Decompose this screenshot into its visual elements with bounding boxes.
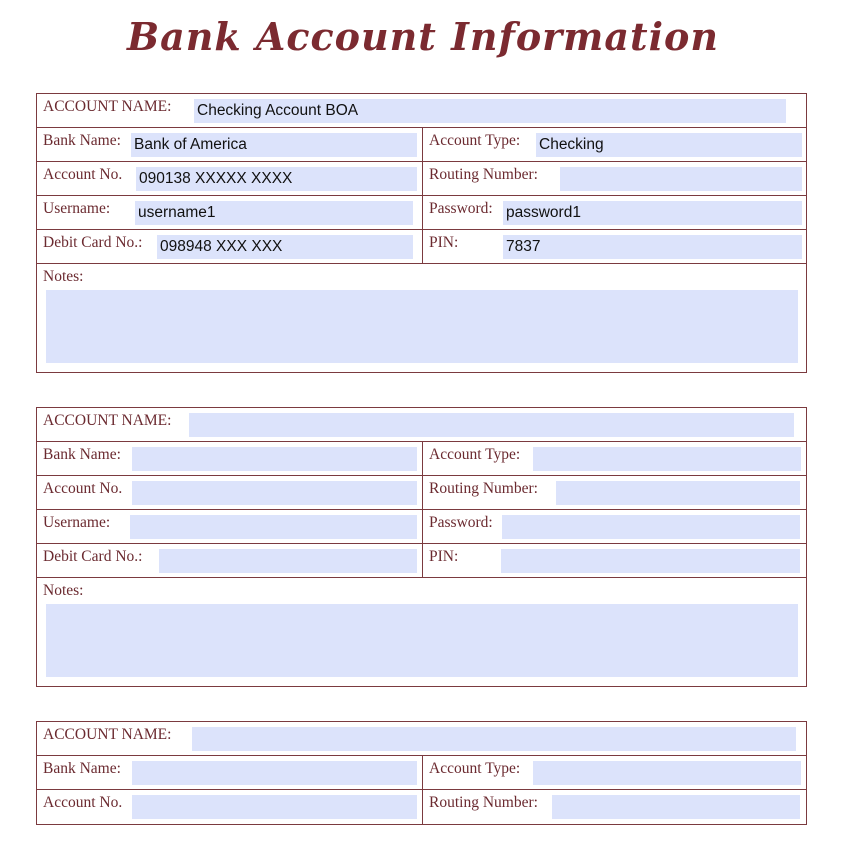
account-name-field[interactable]	[192, 727, 796, 751]
account-type-label: Account Type:	[429, 446, 521, 463]
credentials-row	[37, 196, 806, 230]
bank-name-label: Bank Name:	[43, 446, 121, 463]
password-label: Password:	[429, 514, 493, 531]
credentials-row	[37, 510, 806, 544]
account-name-row	[37, 408, 806, 442]
username-label: Username:	[43, 514, 111, 531]
username-field[interactable]	[130, 515, 417, 539]
routing-number-label: Routing Number:	[429, 480, 538, 497]
notes-row	[37, 264, 806, 372]
bank-row	[37, 756, 806, 790]
account-type-field[interactable]: Checking	[536, 133, 802, 157]
notes-label: Notes:	[43, 582, 84, 599]
bank-name-label: Bank Name:	[43, 760, 121, 777]
debit-card-field[interactable]	[159, 549, 417, 573]
debit-card-row	[37, 544, 806, 578]
account-no-label: Account No.	[43, 794, 123, 811]
account-form-1	[36, 93, 807, 373]
bank-name-label: Bank Name:	[43, 132, 121, 149]
username-field[interactable]: username1	[135, 201, 413, 225]
account-name-row	[37, 722, 806, 756]
bank-name-field[interactable]	[132, 761, 417, 785]
account-type-field[interactable]	[533, 761, 801, 785]
account-form-2	[36, 407, 807, 687]
pin-field[interactable]: 7837	[503, 235, 802, 259]
notes-field[interactable]	[46, 290, 798, 363]
account-no-label: Account No.	[43, 480, 123, 497]
account-name-field[interactable]: Checking Account BOA	[194, 99, 786, 123]
account-number-row	[37, 476, 806, 510]
username-label: Username:	[43, 200, 111, 217]
password-field[interactable]	[502, 515, 800, 539]
routing-number-field[interactable]	[560, 167, 802, 191]
password-field[interactable]: password1	[503, 201, 802, 225]
bank-name-field[interactable]: Bank of America	[131, 133, 417, 157]
notes-label: Notes:	[43, 268, 84, 285]
pin-label: PIN:	[429, 548, 459, 565]
debit-card-field[interactable]: 098948 XXX XXX	[157, 235, 413, 259]
pin-label: PIN:	[429, 234, 459, 251]
account-name-label: ACCOUNT NAME:	[43, 412, 172, 429]
account-name-label: ACCOUNT NAME:	[43, 98, 172, 115]
bank-row	[37, 128, 806, 162]
notes-row	[37, 578, 806, 686]
account-type-label: Account Type:	[429, 132, 521, 149]
routing-number-field[interactable]	[556, 481, 800, 505]
account-type-field[interactable]	[533, 447, 801, 471]
debit-card-label: Debit Card No.:	[43, 548, 143, 565]
routing-number-label: Routing Number:	[429, 794, 538, 811]
routing-number-label: Routing Number:	[429, 166, 538, 183]
password-label: Password:	[429, 200, 493, 217]
account-name-label: ACCOUNT NAME:	[43, 726, 172, 743]
account-no-field[interactable]	[132, 481, 417, 505]
account-form-3	[36, 721, 807, 825]
bank-name-field[interactable]	[132, 447, 417, 471]
account-name-field[interactable]	[189, 413, 794, 437]
account-number-row	[37, 790, 806, 824]
bank-row	[37, 442, 806, 476]
pin-field[interactable]	[501, 549, 800, 573]
notes-field[interactable]	[46, 604, 798, 677]
routing-number-field[interactable]	[552, 795, 800, 819]
account-no-field[interactable]	[132, 795, 417, 819]
debit-card-row	[37, 230, 806, 264]
account-no-field[interactable]: 090138 XXXXX XXXX	[136, 167, 417, 191]
page-title: Bank Account Information	[127, 14, 719, 59]
debit-card-label: Debit Card No.:	[43, 234, 143, 251]
account-number-row	[37, 162, 806, 196]
account-no-label: Account No.	[43, 166, 123, 183]
account-type-label: Account Type:	[429, 760, 521, 777]
account-name-row	[37, 94, 806, 128]
